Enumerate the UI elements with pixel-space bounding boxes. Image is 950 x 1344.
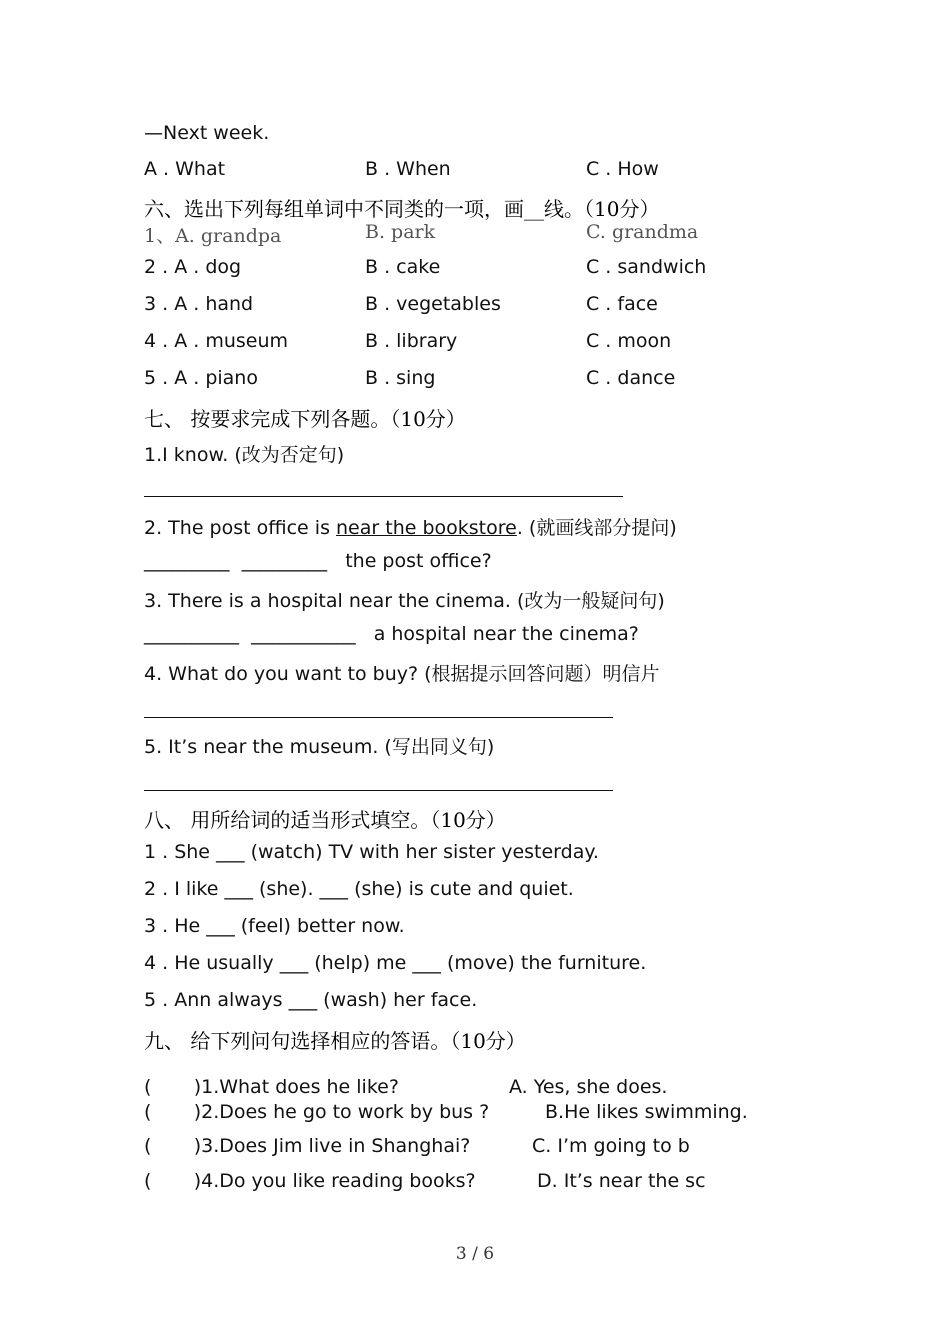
s7-q2-suffix: . (就画线部分提问) xyxy=(516,517,677,539)
prev-option-c: C . How xyxy=(586,158,659,180)
section-9-title: 九、 给下列问句选择相应的答语。（10分） xyxy=(144,1029,526,1053)
s6-row3-c: C . face xyxy=(586,293,658,315)
s6-row4-c: C . moon xyxy=(586,330,672,352)
s9-answer-d: D. It’s near the sc xyxy=(537,1170,706,1192)
s7-question-2 xyxy=(144,513,677,540)
s7-question-3: 3. There is a hospital near the cinema. (改为一般疑问句) xyxy=(144,590,665,612)
s6-row3-a: 3 . A . hand xyxy=(144,293,254,315)
s8-item-2: 2 . I like ___ (she). ___ (she) is cute and quiet. xyxy=(144,878,574,900)
s6-row4-b: B . library xyxy=(365,330,458,352)
s7-q2-blanks[interactable]: _________ _________ the post office? xyxy=(144,550,492,572)
s7-question-4: 4. What do you want to buy? (根据提示回答问题）明信片 xyxy=(144,663,660,685)
s6-row3-b: B . vegetables xyxy=(365,293,501,315)
prev-answer: —Next week. xyxy=(144,122,270,144)
s7-question-1: 1.I know. (改为否定句) xyxy=(144,444,345,466)
s6-row2-b: B . cake xyxy=(365,256,441,278)
s7-answer-line-4[interactable] xyxy=(144,717,613,718)
s9-answer-b: B.He likes swimming. xyxy=(545,1101,748,1123)
s9-question-1: ( )1.What does he like? xyxy=(144,1076,399,1098)
section-8-title: 八、 用所给词的适当形式填空。（10分） xyxy=(144,808,506,832)
s7-q2-prefix: 2. The post office is xyxy=(144,517,337,539)
s6-row5-a: 5 . A . piano xyxy=(144,367,258,389)
s7-question-5: 5. It’s near the museum. (写出同义句) xyxy=(144,736,495,758)
s9-question-4: ( )4.Do you like reading books? xyxy=(144,1170,476,1192)
section-7-title: 七、 按要求完成下列各题。（10分） xyxy=(144,407,466,431)
prev-option-a: A . What xyxy=(144,158,226,180)
s9-answer-c: C. I’m going to b xyxy=(532,1135,690,1157)
s6-row4-a: 4 . A . museum xyxy=(144,330,289,352)
s6-row5-c: C . dance xyxy=(586,367,676,389)
s8-item-1: 1 . She ___ (watch) TV with her sister yesterday. xyxy=(144,841,599,863)
s6-row2-a: 2 . A . dog xyxy=(144,256,242,278)
s9-answer-a: A. Yes, she does. xyxy=(509,1076,668,1098)
s7-q2-underlined: near the bookstore xyxy=(336,517,517,539)
prev-option-b: B . When xyxy=(365,158,451,180)
s9-question-2: ( )2.Does he go to work by bus ? xyxy=(144,1101,490,1123)
s6-row1-a: 1、A. grandpa xyxy=(144,225,282,247)
s8-item-3: 3 . He ___ (feel) better now. xyxy=(144,915,405,937)
s6-row1-c: C. grandma xyxy=(586,221,699,243)
s6-row5-b: B . sing xyxy=(365,367,436,389)
page-number: 3 / 6 xyxy=(455,1244,495,1264)
s7-answer-line-1[interactable] xyxy=(144,496,623,497)
s6-row1-b: B. park xyxy=(365,221,436,243)
s7-q3-blanks[interactable]: __________ ___________ a hospital near the cinema? xyxy=(144,623,639,645)
section-6-title: 六、选出下列每组单词中不同类的一项，画__线。（10分） xyxy=(144,197,660,221)
s7-answer-line-5[interactable] xyxy=(144,790,613,791)
s6-row2-c: C . sandwich xyxy=(586,256,707,278)
s9-question-3: ( )3.Does Jim live in Shanghai? xyxy=(144,1135,471,1157)
s8-item-4: 4 . He usually ___ (help) me ___ (move) the furniture. xyxy=(144,952,647,974)
s8-item-5: 5 . Ann always ___ (wash) her face. xyxy=(144,989,478,1011)
